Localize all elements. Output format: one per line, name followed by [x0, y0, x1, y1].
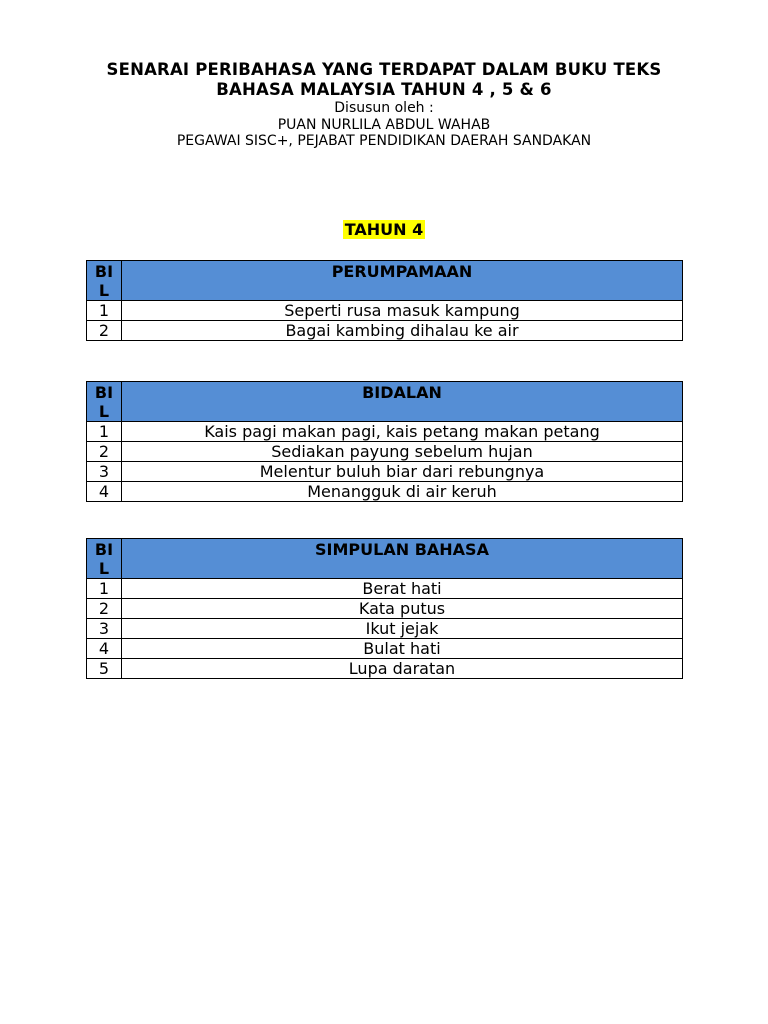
- table-perumpamaan: [86, 260, 683, 341]
- row-number: 2: [87, 321, 122, 341]
- row-text: Bulat hati: [122, 639, 683, 659]
- table-row: [87, 659, 683, 679]
- row-number: 4: [87, 639, 122, 659]
- bil-header-bottom: L: [98, 559, 110, 578]
- row-number: 3: [87, 462, 122, 482]
- row-number: 2: [87, 599, 122, 619]
- bil-header-top: BI: [94, 262, 114, 281]
- year-heading: TAHUN 4: [344, 220, 424, 239]
- table-header-row: [87, 539, 683, 579]
- row-text: Ikut jejak: [122, 619, 683, 639]
- row-text: Melentur buluh biar dari rebungnya: [122, 462, 683, 482]
- bil-header: [87, 382, 122, 422]
- row-text: Kata putus: [122, 599, 683, 619]
- row-number: 4: [87, 482, 122, 502]
- row-text: Menangguk di air keruh: [122, 482, 683, 502]
- category-header: PERUMPAMAAN: [122, 261, 683, 301]
- table-row: [87, 321, 683, 341]
- row-number: 5: [87, 659, 122, 679]
- bil-header-bottom: L: [98, 281, 110, 300]
- year-heading-wrap: [0, 220, 768, 240]
- row-number: 3: [87, 619, 122, 639]
- table-simpulan-bahasa: [86, 538, 683, 679]
- table-row: [87, 482, 683, 502]
- category-header: SIMPULAN BAHASA: [122, 539, 683, 579]
- bil-header: [87, 261, 122, 301]
- bil-header: [87, 539, 122, 579]
- table-header-row: [87, 382, 683, 422]
- table-row: [87, 639, 683, 659]
- row-text: Bagai kambing dihalau ke air: [122, 321, 683, 341]
- row-text: Lupa daratan: [122, 659, 683, 679]
- document-header: [0, 60, 768, 150]
- table-row: [87, 599, 683, 619]
- table-row: [87, 442, 683, 462]
- document-subtitle: BAHASA MALAYSIA TAHUN 4 , 5 & 6: [216, 80, 552, 99]
- table-header-row: [87, 261, 683, 301]
- table-row: [87, 619, 683, 639]
- author-position: PEGAWAI SISC+, PEJABAT PENDIDIKAN DAERAH SANDAKAN: [176, 133, 592, 149]
- bil-header-top: BI: [94, 383, 114, 402]
- prepared-by-label: Disusun oleh :: [334, 100, 434, 116]
- row-number: 1: [87, 301, 122, 321]
- category-header: BIDALAN: [122, 382, 683, 422]
- table-row: [87, 301, 683, 321]
- row-text: Berat hati: [122, 579, 683, 599]
- row-text: Kais pagi makan pagi, kais petang makan petang: [122, 422, 683, 442]
- author-name: PUAN NURLILA ABDUL WAHAB: [277, 116, 491, 133]
- table-row: [87, 579, 683, 599]
- row-text: Seperti rusa masuk kampung: [122, 301, 683, 321]
- bil-header-bottom: L: [98, 402, 110, 421]
- row-number: 1: [87, 422, 122, 442]
- row-number: 1: [87, 579, 122, 599]
- table-row: [87, 462, 683, 482]
- row-text: Sediakan payung sebelum hujan: [122, 442, 683, 462]
- table-row: [87, 422, 683, 442]
- document-title: SENARAI PERIBAHASA YANG TERDAPAT DALAM BUKU TEKS: [106, 60, 662, 79]
- row-number: 2: [87, 442, 122, 462]
- bil-header-top: BI: [94, 540, 114, 559]
- table-bidalan: [86, 381, 683, 502]
